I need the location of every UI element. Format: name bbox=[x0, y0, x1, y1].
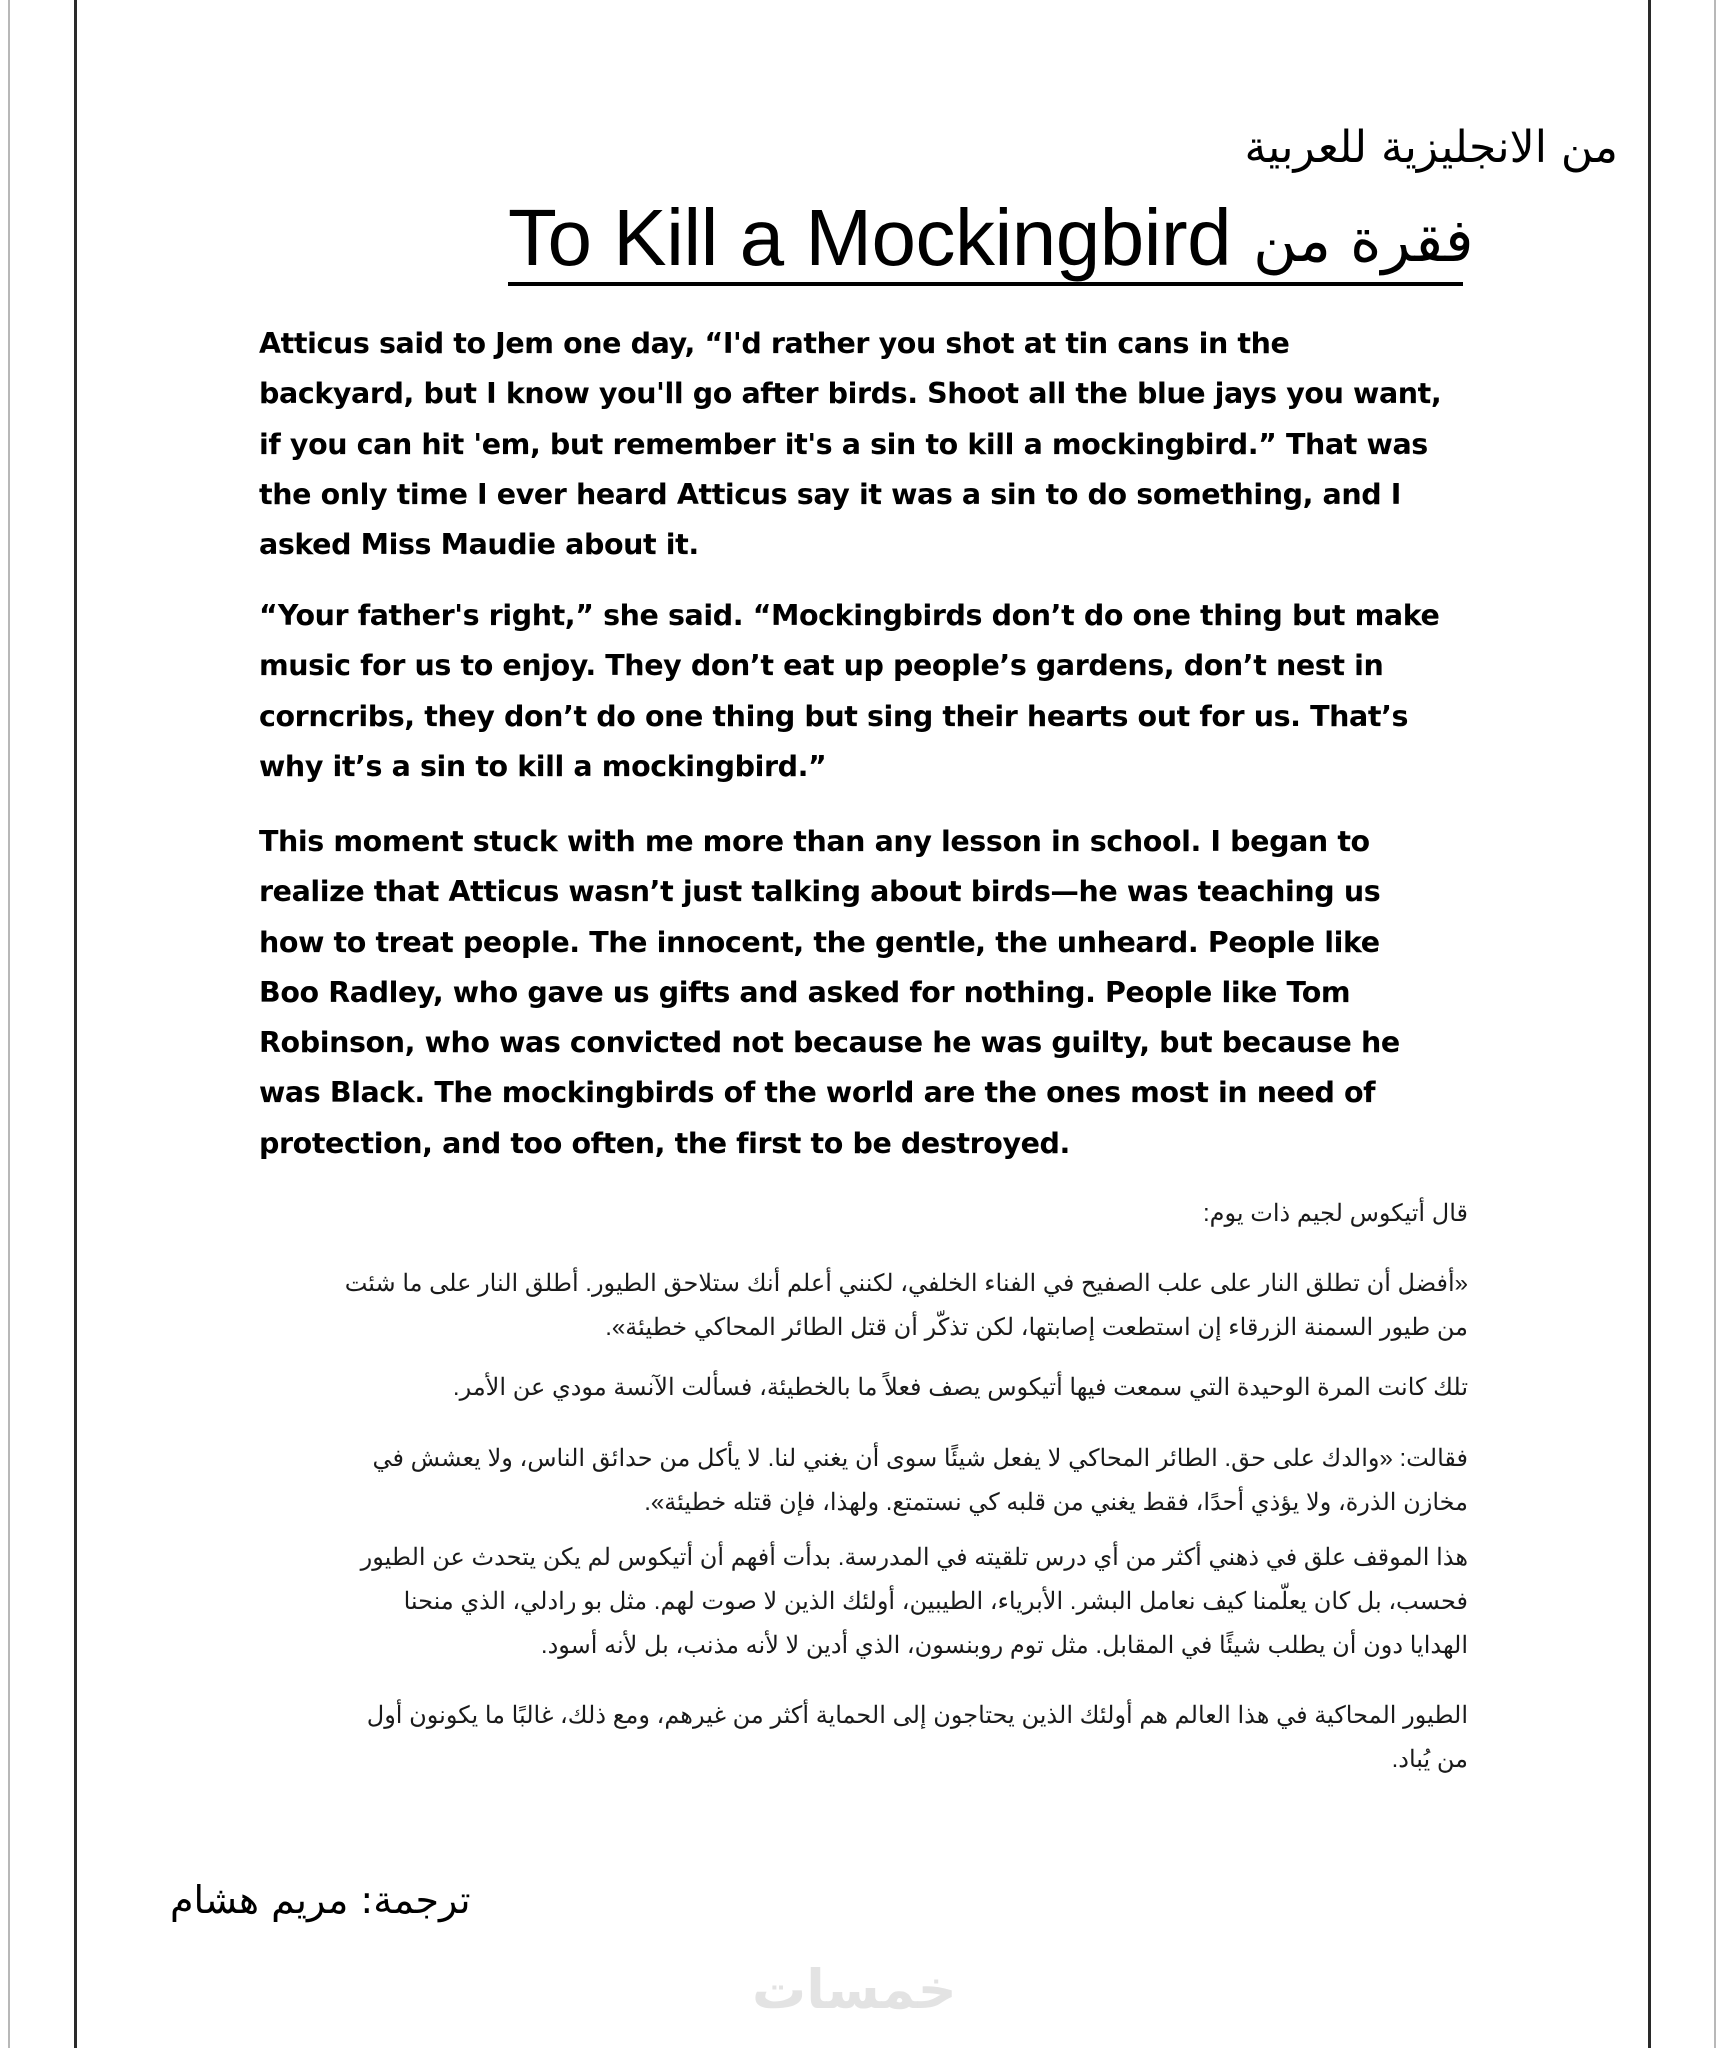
title-english: To Kill a Mockingbird bbox=[508, 193, 1232, 282]
text-line: “Your father's right,” she said. “Mockingbirds don’t do one thing but make bbox=[259, 599, 1440, 632]
text-line: من يُباد. bbox=[1391, 1746, 1468, 1773]
translation-direction-subtitle: من الانجليزية للعربية bbox=[1244, 122, 1618, 173]
page-border-right bbox=[1648, 0, 1651, 2048]
arabic-paragraph-3 bbox=[258, 1437, 1468, 1525]
text-line: Robinson, who was convicted not because he was guilty, but because he bbox=[259, 1026, 1400, 1060]
page-title bbox=[508, 193, 1474, 286]
text-line: corncribs, they don’t do one thing but sing their hearts out for us. That’s bbox=[259, 699, 1409, 733]
english-paragraph-2 bbox=[259, 591, 1479, 792]
title-arabic: فقرة من bbox=[1253, 206, 1474, 276]
text-line: was Black. The mockingbirds of the world are the ones most in need of bbox=[259, 1076, 1376, 1110]
english-paragraph-1 bbox=[259, 319, 1479, 570]
arabic-paragraph-4 bbox=[258, 1536, 1468, 1668]
text-line: فحسب، بل كان يعلّمنا كيف نعامل البشر. الأبرياء، الطيبين، أولئك الذين لا صوت لهم. مثل بو رادلي، الذي منحنا bbox=[403, 1588, 1468, 1615]
text-line: قال أتيكوس لجيم ذات يوم: bbox=[1202, 1200, 1468, 1227]
text-line: تلك كانت المرة الوحيدة التي سمعت فيها أتيكوس يصف فعلاً ما بالخطيئة، فسألت الآنسة مودي عن الأمر. bbox=[452, 1374, 1468, 1401]
arabic-paragraph-intro bbox=[258, 1192, 1468, 1236]
arabic-paragraph-1 bbox=[258, 1262, 1468, 1350]
text-line: how to treat people. The innocent, the gentle, the unheard. People like bbox=[259, 925, 1380, 959]
page-border-left bbox=[74, 0, 77, 2048]
text-line: فقالت: «والدك على حق. الطائر المحاكي لا يفعل شيئًا سوى أن يغني لنا. لا يأكل من حدائق الناس، ولا يعشش في bbox=[372, 1445, 1468, 1472]
english-paragraph-3 bbox=[259, 817, 1479, 1169]
text-line: الطيور المحاكية في هذا العالم هم أولئك الذين يحتاجون إلى الحماية أكثر من غيرهم، ومع ذلك، غالبًا ما يكونون أول bbox=[366, 1702, 1468, 1729]
text-line: music for us to enjoy. They don’t eat up people’s gardens, don’t nest in bbox=[259, 649, 1384, 683]
khamsat-watermark-logo: خمسات bbox=[752, 1958, 957, 2021]
text-line: الهدايا دون أن يطلب شيئًا في المقابل. مثل توم روبنسون، الذي أدين لا لأنه مذنب، بل لأنه أسود. bbox=[540, 1632, 1468, 1659]
text-line: Atticus said to Jem one day, “I'd rather you shot at tin cans in the bbox=[259, 327, 1290, 360]
text-line: the only time I ever heard Atticus say it was a sin to do something, and I bbox=[259, 477, 1402, 511]
text-line: protection, and too often, the first to be destroyed. bbox=[259, 1126, 1070, 1160]
page-edge-right-outer bbox=[1714, 0, 1716, 2048]
text-line: backyard, but I know you'll go after birds. Shoot all the blue jays you want, bbox=[259, 377, 1442, 411]
text-line: asked Miss Maudie about it. bbox=[259, 528, 699, 562]
text-line: «أفضل أن تطلق النار على علب الصفيح في الفناء الخلفي، لكنني أعلم أنك ستلاحق الطيور. أطلق النار على ما شئت bbox=[344, 1270, 1468, 1297]
arabic-paragraph-2 bbox=[258, 1366, 1468, 1410]
arabic-paragraph-5 bbox=[258, 1694, 1468, 1782]
text-line: realize that Atticus wasn’t just talking about birds—he was teaching us bbox=[259, 875, 1381, 909]
text-line: Boo Radley, who gave us gifts and asked for nothing. People like Tom bbox=[259, 975, 1351, 1009]
text-line: من طيور السمنة الزرقاء إن استطعت إصابتها، لكن تذكّر أن قتل الطائر المحاكي خطيئة». bbox=[605, 1314, 1468, 1341]
text-line: مخازن الذرة، ولا يؤذي أحدًا، فقط يغني من قلبه كي نستمتع. ولهذا، فإن قتله خطيئة». bbox=[644, 1489, 1468, 1516]
translator-credit: ترجمة: مريم هشام bbox=[170, 1878, 471, 1922]
text-line: why it’s a sin to kill a mockingbird.” bbox=[259, 749, 827, 783]
text-line: هذا الموقف علق في ذهني أكثر من أي درس تلقيته في المدرسة. بدأت أفهم أن أتيكوس لم يكن يتحدث عن الطيور bbox=[360, 1544, 1468, 1571]
text-line: This moment stuck with me more than any lesson in school. I began to bbox=[259, 825, 1370, 858]
text-line: if you can hit 'em, but remember it's a sin to kill a mockingbird.” That was bbox=[259, 427, 1428, 461]
page-edge-left-outer bbox=[8, 0, 10, 2048]
